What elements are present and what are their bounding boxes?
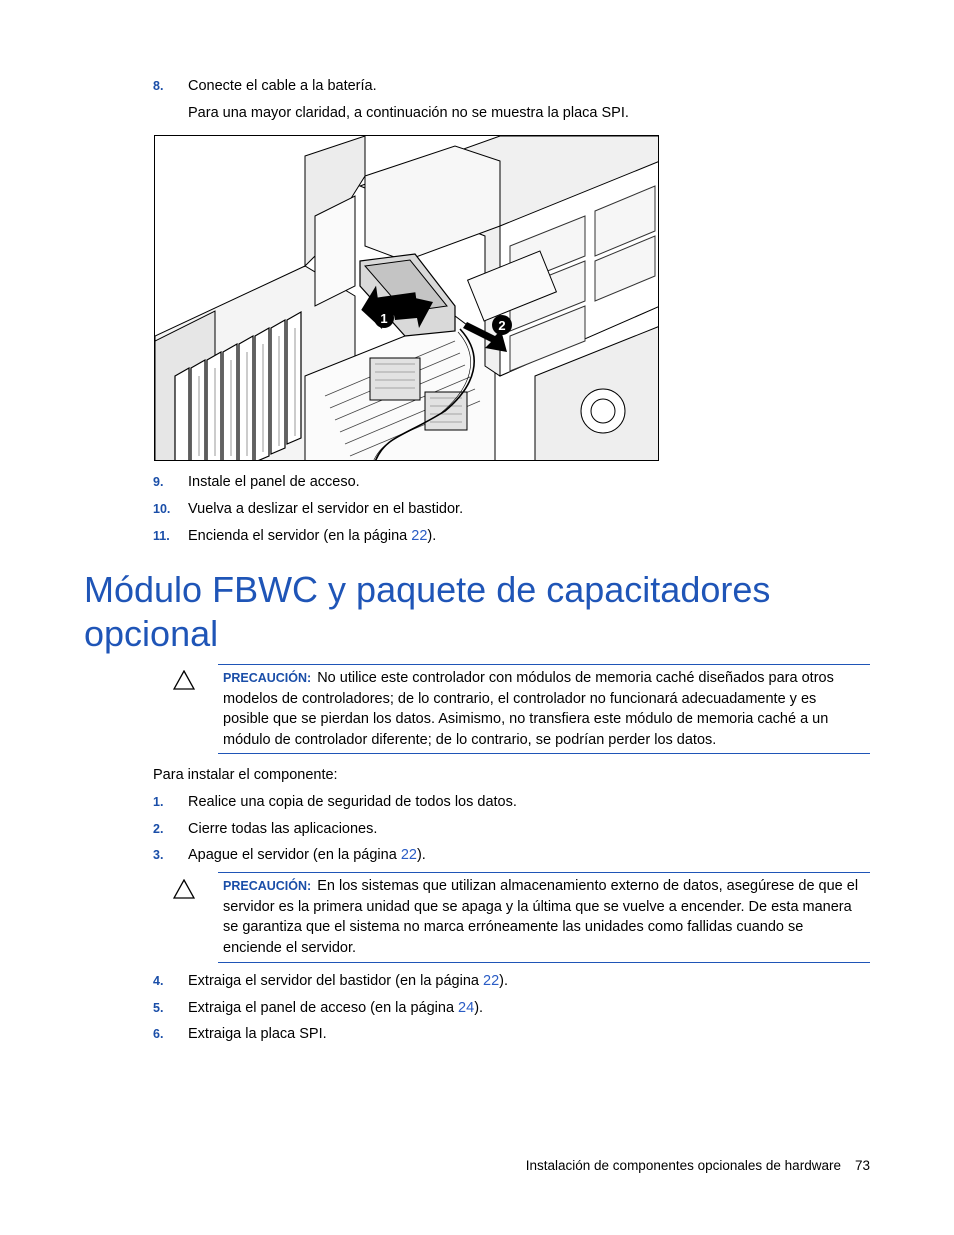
page-link[interactable]: 22 [483, 973, 500, 989]
step-number: 9. [153, 475, 164, 489]
step-number: 10. [153, 502, 171, 516]
step-text: Cierre todas las aplicaciones. [188, 821, 378, 837]
page-number: 73 [854, 1158, 870, 1173]
step-text: Extraiga el servidor del bastidor (en la página 22). [188, 973, 508, 989]
step-text: Vuelva a deslizar el servidor en el bastidor. [188, 501, 464, 517]
step-text: Instale el panel de acceso. [188, 474, 360, 490]
step-text: Extraiga la placa SPI. [188, 1026, 327, 1042]
clarity-note: Para una mayor claridad, a continuación no se muestra la placa SPI. [188, 105, 629, 121]
caution-box-2 [218, 872, 870, 963]
page-link[interactable]: 24 [458, 1000, 475, 1016]
step-number: 11. [153, 529, 170, 543]
install-intro: Para instalar el componente: [153, 767, 338, 783]
caution-text: No utilice este controlador con módulos de memoria caché diseñados para otros modelos de controladores; de lo contrario, el controlador no funcionará adecuadamente y es posible que se pierdan los datos. Asimismo, no transfiera este módulo de memoria caché a un módulo de controlador diferente; de lo contrario, se podrían perder los datos. [223, 670, 834, 748]
svg-text:2: 2 [498, 318, 506, 333]
step-number: 3. [153, 848, 164, 862]
page-footer [526, 1158, 870, 1173]
callout-1 [374, 308, 394, 328]
caution-label: PRECAUCIÓN: [223, 671, 312, 685]
section-heading: Módulo FBWC y paquete de capacitadores opcional [84, 569, 771, 654]
caution-box-1 [218, 664, 870, 754]
caution-icon [173, 670, 195, 690]
caution-label: PRECAUCIÓN: [223, 879, 312, 893]
page-link[interactable]: 22 [411, 528, 428, 544]
footer-section-title: Instalación de componentes opcionales de hardware [525, 1158, 841, 1173]
step-number: 8. [153, 79, 164, 93]
page-link[interactable]: 22 [400, 847, 417, 863]
step-number: 6. [153, 1027, 164, 1041]
step-text: Realice una copia de seguridad de todos los datos. [188, 794, 517, 810]
step-number: 5. [153, 1001, 164, 1015]
caution-text: En los sistemas que utilizan almacenamiento externo de datos, asegúrese de que el servidor es la primera unidad que se apaga y la última que se vuelve a encender. De esta manera se garantiza que el sistema no marca erróneamente las unidades como fallidas cuando se enciende el servidor. [223, 878, 859, 956]
callout-2 [492, 315, 512, 335]
step-text: Encienda el servidor (en la página 22). [188, 528, 437, 544]
step-text: Conecte el cable a la batería. [188, 78, 377, 94]
server-chassis-drawing [155, 136, 659, 461]
step-number: 2. [153, 822, 164, 836]
step-text: Extraiga el panel de acceso (en la página 24). [188, 1000, 484, 1016]
svg-text:1: 1 [380, 311, 388, 326]
caution-icon [173, 879, 195, 899]
step-number: 4. [153, 974, 164, 988]
step-number: 1. [153, 795, 164, 809]
battery-cable-illustration [154, 135, 659, 461]
step-text: Apague el servidor (en la página 22). [188, 847, 426, 863]
